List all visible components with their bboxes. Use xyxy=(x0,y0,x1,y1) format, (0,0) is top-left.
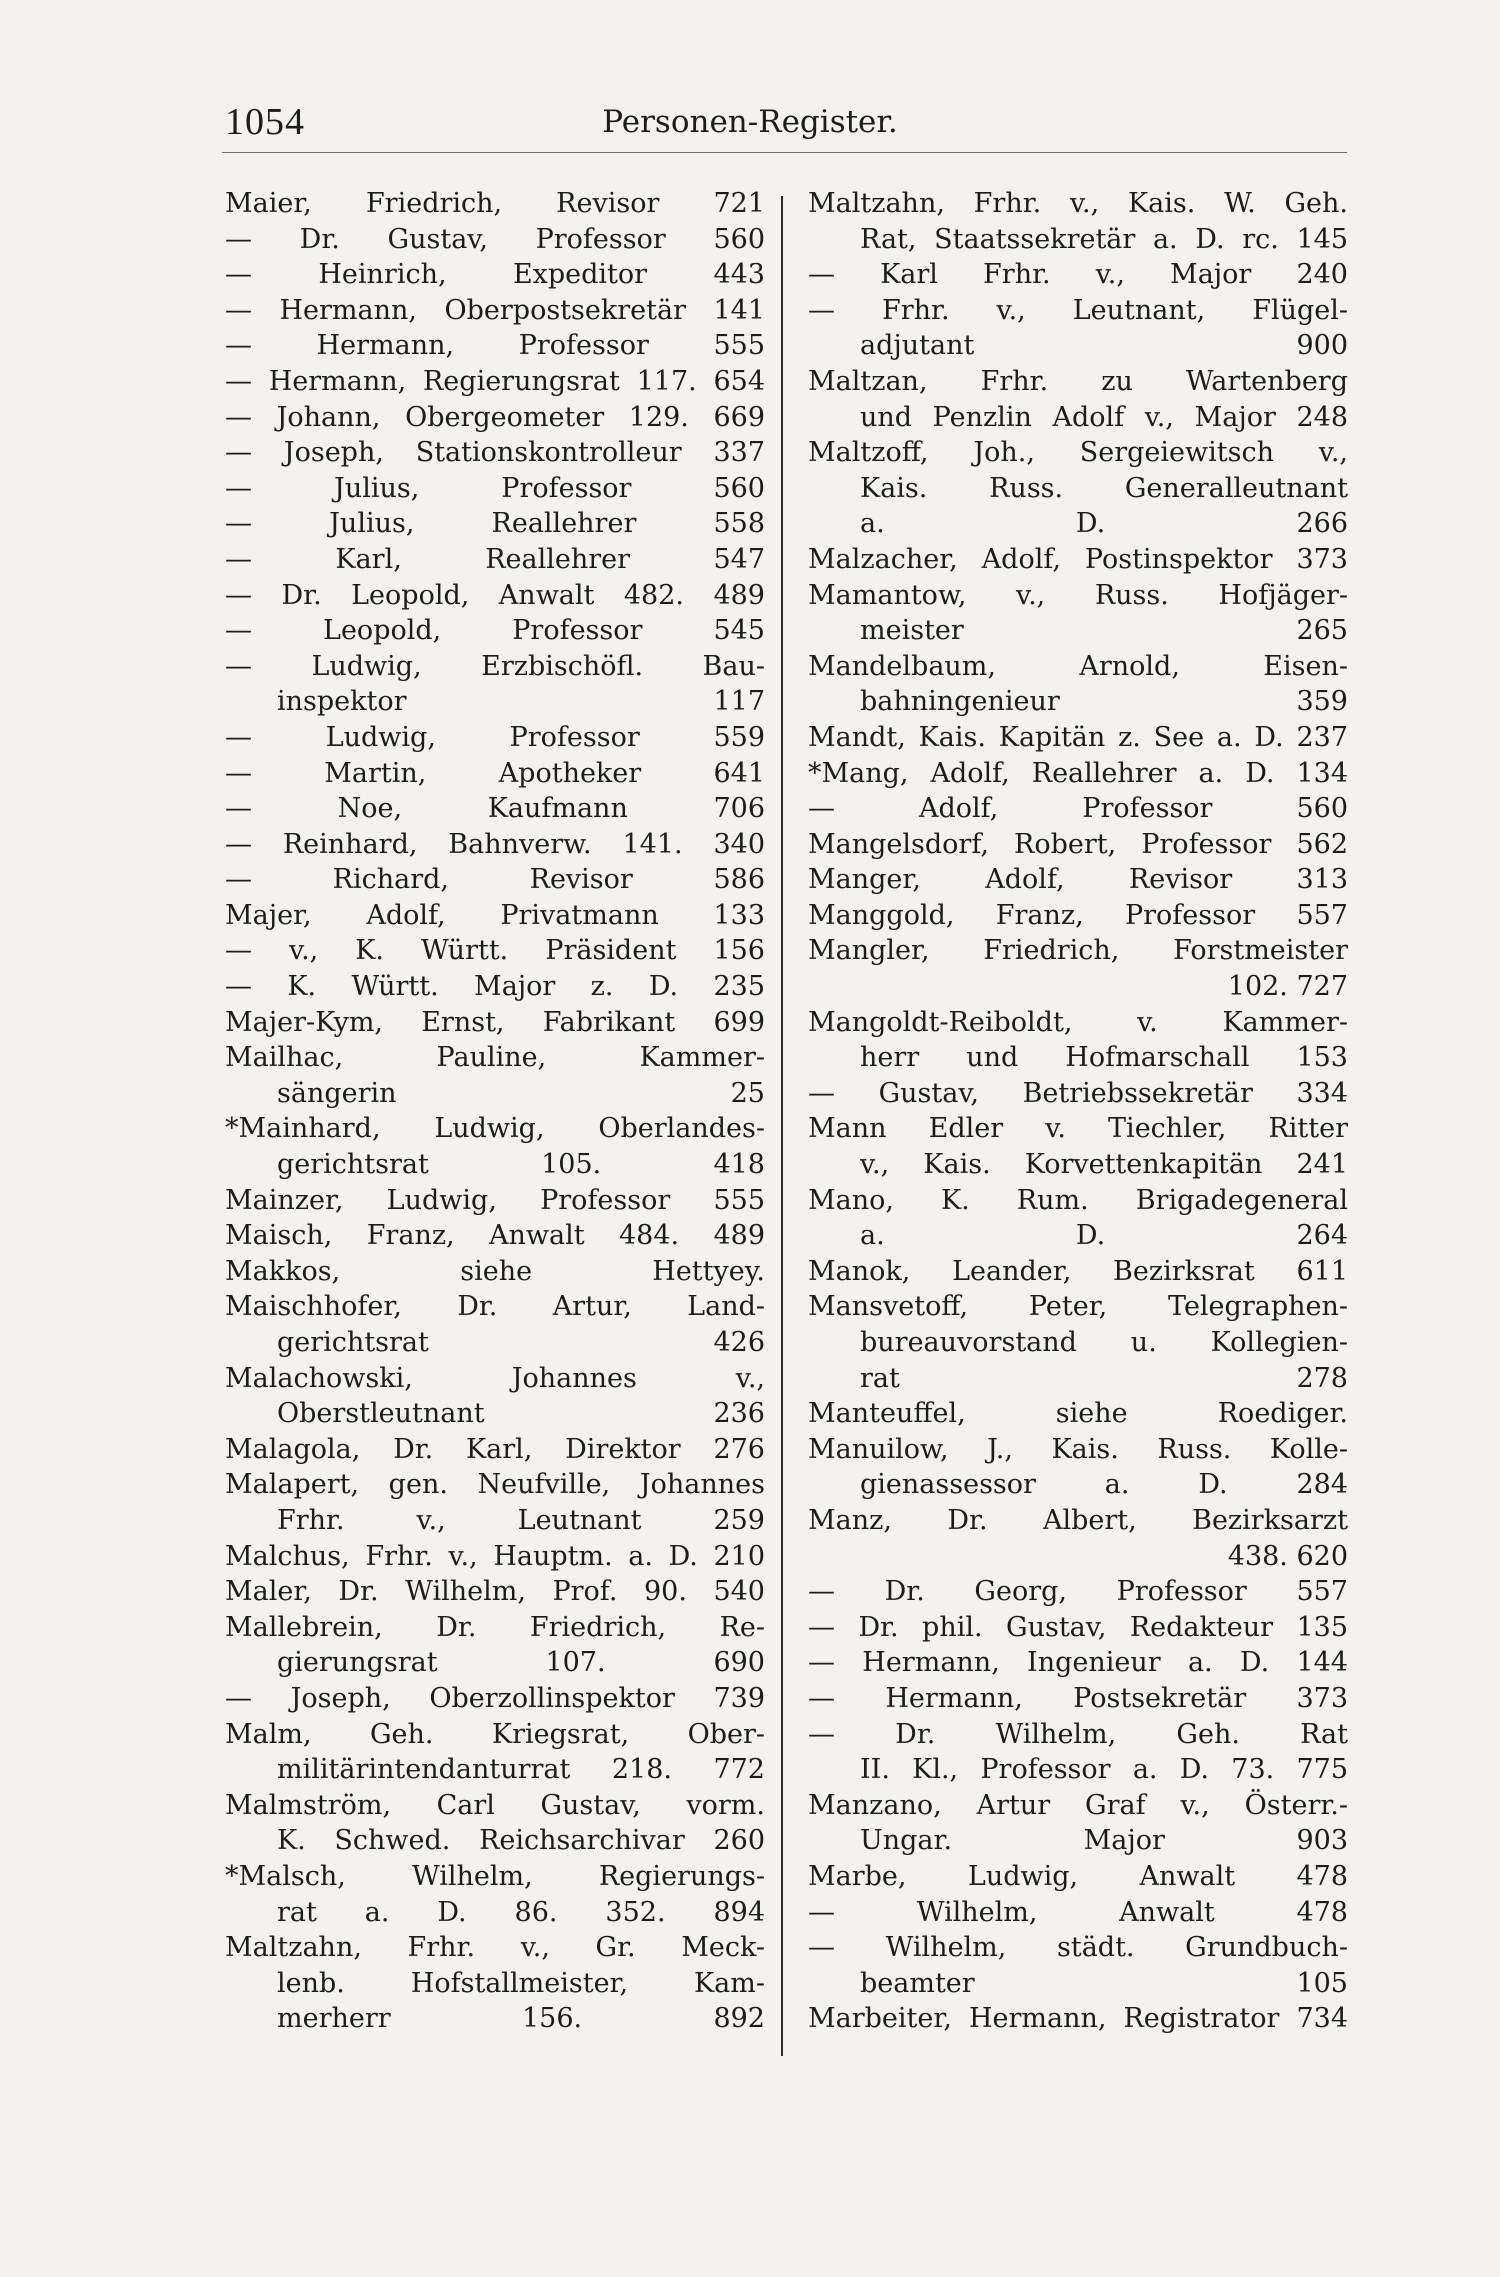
index-entry: bahningenieur 359 xyxy=(860,686,1348,718)
index-entry: — Julius, Professor 560 xyxy=(225,472,765,504)
index-entry: — Karl Frhr. v., Major 240 xyxy=(808,259,1348,291)
index-entry: — Joseph, Oberzollinspektor 739 xyxy=(225,1682,765,1714)
index-entry: adjutant 900 xyxy=(860,330,1348,362)
index-entry: militärintendanturrat 218. 772 xyxy=(277,1754,765,1786)
index-entry: — Hermann, Oberpostsekretär 141 xyxy=(225,294,765,326)
index-entry: Mano, K. Rum. Brigadegeneral xyxy=(808,1184,1348,1216)
index-entry: Manz, Dr. Albert, Bezirksarzt xyxy=(808,1504,1348,1536)
index-entry: Mailhac, Pauline, Kammer- xyxy=(225,1042,765,1074)
index-entry: Maltzan, Frhr. zu Wartenberg xyxy=(808,365,1348,397)
index-entry: Ungar. Major 903 xyxy=(860,1825,1348,1857)
index-entry: gerichtsrat 105. 418 xyxy=(277,1149,765,1181)
index-entry: Mamantow, v., Russ. Hofjäger- xyxy=(808,579,1348,611)
index-entry: Makkos, siehe Hettyey. xyxy=(225,1255,765,1287)
index-entry: 102. 727 xyxy=(1227,971,1348,1003)
index-entry: Rat, Staatssekretär a. D. rc. 145 xyxy=(860,223,1348,255)
index-entry: — Julius, Reallehrer 558 xyxy=(225,508,765,540)
index-entry: Maltzahn, Frhr. v., Kais. W. Geh. xyxy=(808,188,1348,219)
index-entry: Marbe, Ludwig, Anwalt 478 xyxy=(808,1860,1348,1892)
index-entry: — Dr. Georg, Professor 557 xyxy=(808,1576,1348,1608)
index-entry: Mangelsdorf, Robert, Professor 562 xyxy=(808,828,1348,860)
index-entry: — Hermann, Ingenieur a. D. 144 xyxy=(808,1647,1348,1679)
index-entry: — Ludwig, Professor 559 xyxy=(225,721,765,753)
index-entry: — Karl, Reallehrer 547 xyxy=(225,543,765,575)
index-entry: — Wilhelm, Anwalt 478 xyxy=(808,1896,1348,1928)
index-entry: *Malsch, Wilhelm, Regierungs- xyxy=(225,1860,765,1892)
index-entry: Mainzer, Ludwig, Professor 555 xyxy=(225,1184,765,1216)
index-entry: Malagola, Dr. Karl, Direktor 276 xyxy=(225,1433,765,1465)
index-entry: — Hermann, Professor 555 xyxy=(225,330,765,362)
index-entry: gierungsrat 107. 690 xyxy=(277,1647,765,1679)
index-entry: rat a. D. 86. 352. 894 xyxy=(277,1896,765,1928)
index-entry: v., Kais. Korvettenkapitän 241 xyxy=(860,1149,1348,1181)
index-entry: — Martin, Apotheker 641 xyxy=(225,757,765,789)
index-entry: — Dr. Wilhelm, Geh. Rat xyxy=(808,1718,1348,1750)
index-entry: Malachowski, Johannes v., xyxy=(225,1362,765,1394)
index-entry: Oberstleutnant 236 xyxy=(277,1398,765,1430)
index-entry: — Dr. Leopold, Anwalt 482. 489 xyxy=(225,579,765,611)
index-entry: Maltzoff, Joh., Sergeiewitsch v., xyxy=(808,437,1348,469)
index-entry: Mandt, Kais. Kapitän z. See a. D. 237 xyxy=(808,721,1348,753)
index-entry: Kais. Russ. Generalleutnant xyxy=(860,472,1348,504)
index-entry: gienassessor a. D. 284 xyxy=(860,1469,1348,1501)
index-entry: inspektor 117 xyxy=(277,686,765,718)
index-entry: rat 278 xyxy=(860,1362,1348,1394)
index-entry: Manuilow, J., Kais. Russ. Kolle- xyxy=(808,1433,1348,1465)
index-entry: — Hermann, Postsekretär 373 xyxy=(808,1682,1348,1714)
index-entry: — Leopold, Professor 545 xyxy=(225,615,765,647)
index-entry: *Mainhard, Ludwig, Oberlandes- xyxy=(225,1113,765,1145)
index-entry: — K. Württ. Major z. D. 235 xyxy=(225,971,765,1003)
index-entry: Majer, Adolf, Privatmann 133 xyxy=(225,899,765,931)
index-entry: Maisch, Franz, Anwalt 484. 489 xyxy=(225,1220,765,1252)
index-entry: — Noe, Kaufmann 706 xyxy=(225,793,765,825)
index-entry: Frhr. v., Leutnant 259 xyxy=(277,1504,765,1536)
column-divider xyxy=(781,196,783,2056)
index-entry: Mansvetoff, Peter, Telegraphen- xyxy=(808,1291,1348,1323)
index-entry: Majer-Kym, Ernst, Fabrikant 699 xyxy=(225,1006,765,1038)
index-entry: gerichtsrat 426 xyxy=(277,1327,765,1358)
index-entry: Marbeiter, Hermann, Registrator 734 xyxy=(808,2003,1348,2035)
index-entry: — Dr. Gustav, Professor 560 xyxy=(225,223,765,255)
index-entry: und Penzlin Adolf v., Major 248 xyxy=(860,401,1348,433)
index-entry: a. D. 266 xyxy=(860,508,1348,540)
index-entry: Manzano, Artur Graf v., Österr.- xyxy=(808,1789,1348,1821)
index-entry: — Hermann, Regierungsrat 117. 654 xyxy=(225,365,765,397)
index-entry: — v., K. Württ. Präsident 156 xyxy=(225,935,765,967)
index-entry: meister 265 xyxy=(860,615,1348,647)
index-entry: Maltzahn, Frhr. v., Gr. Meck- xyxy=(225,1932,765,1964)
running-head: Personen-Register. xyxy=(602,104,898,140)
right-column xyxy=(808,186,1348,2037)
index-entry: — Dr. phil. Gustav, Redakteur 135 xyxy=(808,1611,1348,1643)
index-entry: Maier, Friedrich, Revisor 721 xyxy=(225,188,765,219)
page-number: 1054 xyxy=(225,101,305,143)
index-entry: — Gustav, Betriebssekretär 334 xyxy=(808,1077,1348,1109)
index-entry: Mallebrein, Dr. Friedrich, Re- xyxy=(225,1611,765,1643)
index-entry: Manteuffel, siehe Roediger. xyxy=(808,1398,1348,1430)
index-entry: — Johann, Obergeometer 129. 669 xyxy=(225,401,765,433)
index-entry: lenb. Hofstallmeister, Kam- xyxy=(277,1967,765,1999)
index-entry: — Ludwig, Erzbischöfl. Bau- xyxy=(225,650,765,682)
index-entry: Manggold, Franz, Professor 557 xyxy=(808,899,1348,931)
index-entry: II. Kl., Professor a. D. 73. 775 xyxy=(860,1754,1348,1786)
index-entry: Mandelbaum, Arnold, Eisen- xyxy=(808,650,1348,682)
index-entry: K. Schwed. Reichsarchivar 260 xyxy=(277,1825,765,1857)
index-entry: Maischhofer, Dr. Artur, Land- xyxy=(225,1291,765,1323)
index-entry: Maler, Dr. Wilhelm, Prof. 90. 540 xyxy=(225,1576,765,1608)
index-entry: a. D. 264 xyxy=(860,1220,1348,1252)
header-rule xyxy=(222,152,1347,153)
index-entry: — Wilhelm, städt. Grundbuch- xyxy=(808,1932,1348,1964)
left-column xyxy=(225,186,765,2037)
index-entry: herr und Hofmarschall 153 xyxy=(860,1042,1348,1074)
index-entry: Manger, Adolf, Revisor 313 xyxy=(808,864,1348,896)
index-entry: — Richard, Revisor 586 xyxy=(225,864,765,896)
index-entry: Mangler, Friedrich, Forstmeister xyxy=(808,935,1348,967)
index-entry: Mangoldt-Reiboldt, v. Kammer- xyxy=(808,1006,1348,1038)
index-entry: 438. 620 xyxy=(1227,1540,1348,1572)
index-entry: Malzacher, Adolf, Postinspektor 373 xyxy=(808,543,1348,575)
index-entry: — Joseph, Stationskontrolleur 337 xyxy=(225,437,765,469)
index-entry: — Reinhard, Bahnverw. 141. 340 xyxy=(225,828,765,860)
index-entry: bureauvorstand u. Kollegien- xyxy=(860,1327,1348,1358)
index-entry: — Heinrich, Expeditor 443 xyxy=(225,259,765,291)
index-entry: Mann Edler v. Tiechler, Ritter xyxy=(808,1113,1348,1145)
index-entry: beamter 105 xyxy=(860,1967,1348,1999)
index-entry: Malchus, Frhr. v., Hauptm. a. D. 210 xyxy=(225,1540,765,1572)
index-entry: — Frhr. v., Leutnant, Flügel- xyxy=(808,294,1348,326)
index-entry: Malm, Geh. Kriegsrat, Ober- xyxy=(225,1718,765,1750)
index-entry: sängerin 25 xyxy=(277,1077,765,1109)
index-entry: Malmström, Carl Gustav, vorm. xyxy=(225,1789,765,1821)
index-entry: Malapert, gen. Neufville, Johannes xyxy=(225,1469,765,1501)
index-entry: *Mang, Adolf, Reallehrer a. D. 134 xyxy=(808,757,1348,789)
index-entry: — Adolf, Professor 560 xyxy=(808,793,1348,825)
index-entry: merherr 156. 892 xyxy=(277,2003,765,2035)
index-entry: Manok, Leander, Bezirksrat 611 xyxy=(808,1255,1348,1287)
